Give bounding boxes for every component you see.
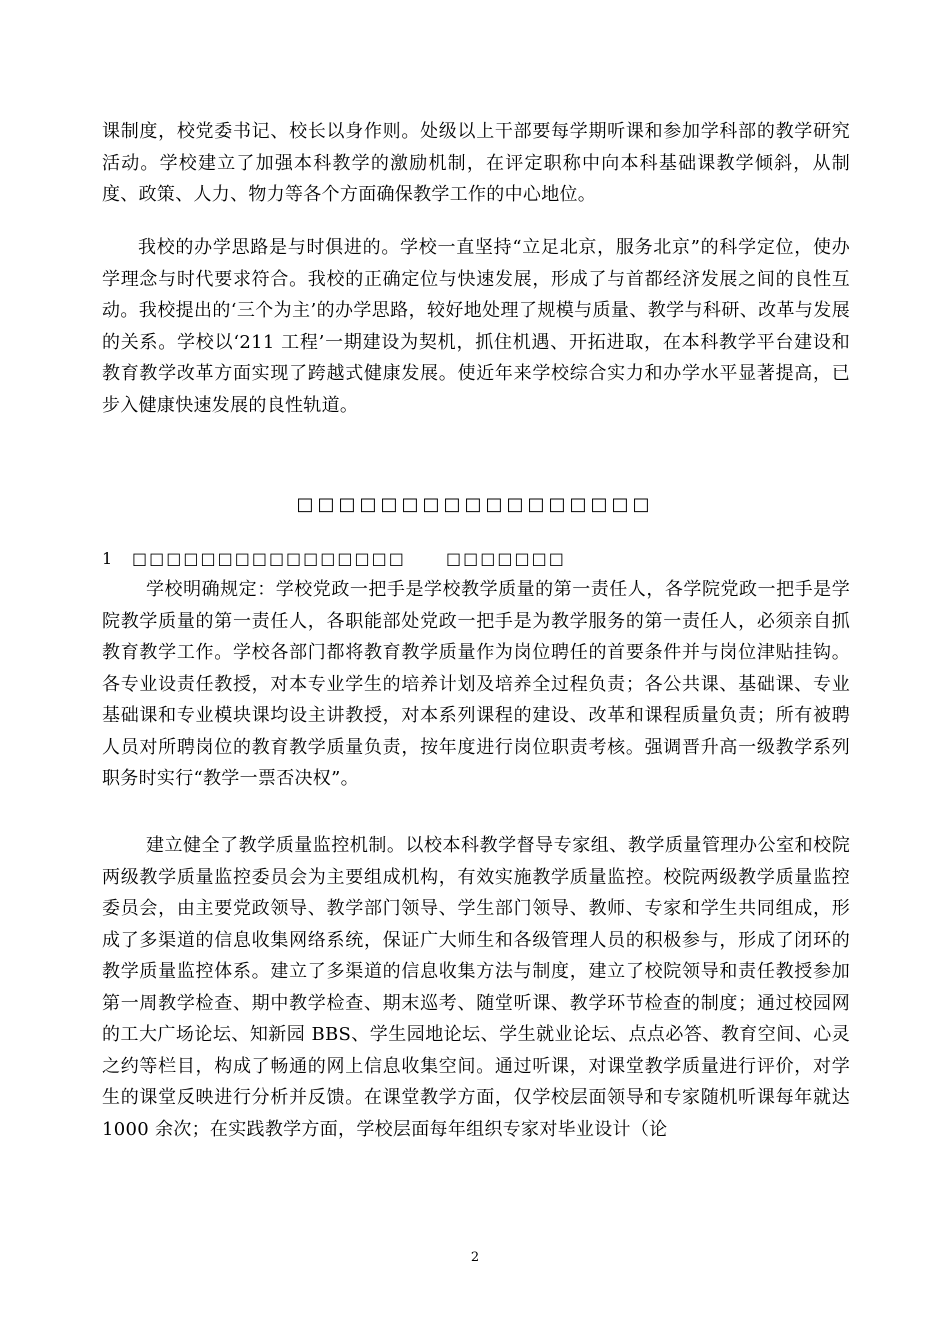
sub-heading-part-1: □□□□□□□□□□□□□□□□ <box>132 549 406 568</box>
section-heading: □□□□□□□□□□□□□□□□□ <box>296 494 654 515</box>
paragraph-4: 建立健全了教学质量监控机制。以校本科教学督导专家组、教学质量管理办公室和校院两级教学质量监控委员会为主要组成机构，有效实施教学质量监控。校院两级教学质量监控委员会，由主要党政领导、教学部门领导、学生部门领导、教师、专家和学生共同组成，形成了多渠道的信息收集网络系统，保证广大师生和各级管理人员的积极参与，形成了闭环的教学质量监控体系。建立了多渠道的信息收集方法与制度，建立了校院领导和责任教授参加第一周教学检查、期中教学检查、期末巡考、随堂听课、教学环节检查的制度；通过校园网的工大广场论坛、知新园 BBS、学生园地论坛、学生就业论坛、点点必答、教育空间、心灵之约等栏目，构成了畅通的网上信息收集空间。通过听课，对课堂教学质量进行评价，对学生的课堂反映进行分析并反馈。在课堂教学方面，仅学校层面领导和专家随机听课每年就达 1000 余次；在实践教学方面，学校层面每年组织专家对毕业设计（论 <box>102 835 850 1140</box>
paragraph-2: 我校的办学思路是与时俱进的。学校一直坚持“立足北京，服务北京”的科学定位，使办学理念与时代要求符合。我校的正确定位与快速发展，形成了与首都经济发展之间的良性互动。我校提出的‘三个为主’的办学思路，较好地处理了规模与质量、教学与科研、改革与发展的关系。学校以‘211 工程’一期建设为契机，抓住机遇、开拓进取，在本科教学平台建设和教育教学改革方面实现了跨越式健康发展。使近年来学校综合实力和办学水平显著提高，已步入健康快速发展的良性轨道。 <box>102 237 850 416</box>
page-number: 2 <box>470 1250 480 1265</box>
paragraph-3: 学校明确规定：学校党政一把手是学校教学质量的第一责任人，各学院党政一把手是学院教学质量的第一责任人，各职能部处党政一把手是为教学服务的第一责任人，必须亲自抓教育教学工作。学校各部门都将教育教学质量作为岗位聘任的首要条件并与岗位津贴挂钩。各专业设责任教授，对本专业学生的培养计划及培养全过程负责；各公共课、基础课、专业基础课和专业模块课均设主讲教授，对本系列课程的建设、改革和课程质量负责；所有被聘人员对所聘岗位的教育教学质量负责，按年度进行岗位职责考核。强调晋升高一级教学系列职务时实行“教学一票否决权”。 <box>102 579 850 789</box>
sub-heading <box>102 548 850 570</box>
sub-heading-number: 1 <box>102 549 113 568</box>
sub-heading-part-2: □□□□□□□ <box>446 549 566 568</box>
paragraph-1: 课制度，校党委书记、校长以身作则。处级以上干部要每学期听课和参加学科部的教学研究活动。学校建立了加强本科教学的激励机制，在评定职称中向本科基础课教学倾斜，从制度、政策、人力、物力等各个方面确保教学工作的中心地位。 <box>102 121 850 205</box>
